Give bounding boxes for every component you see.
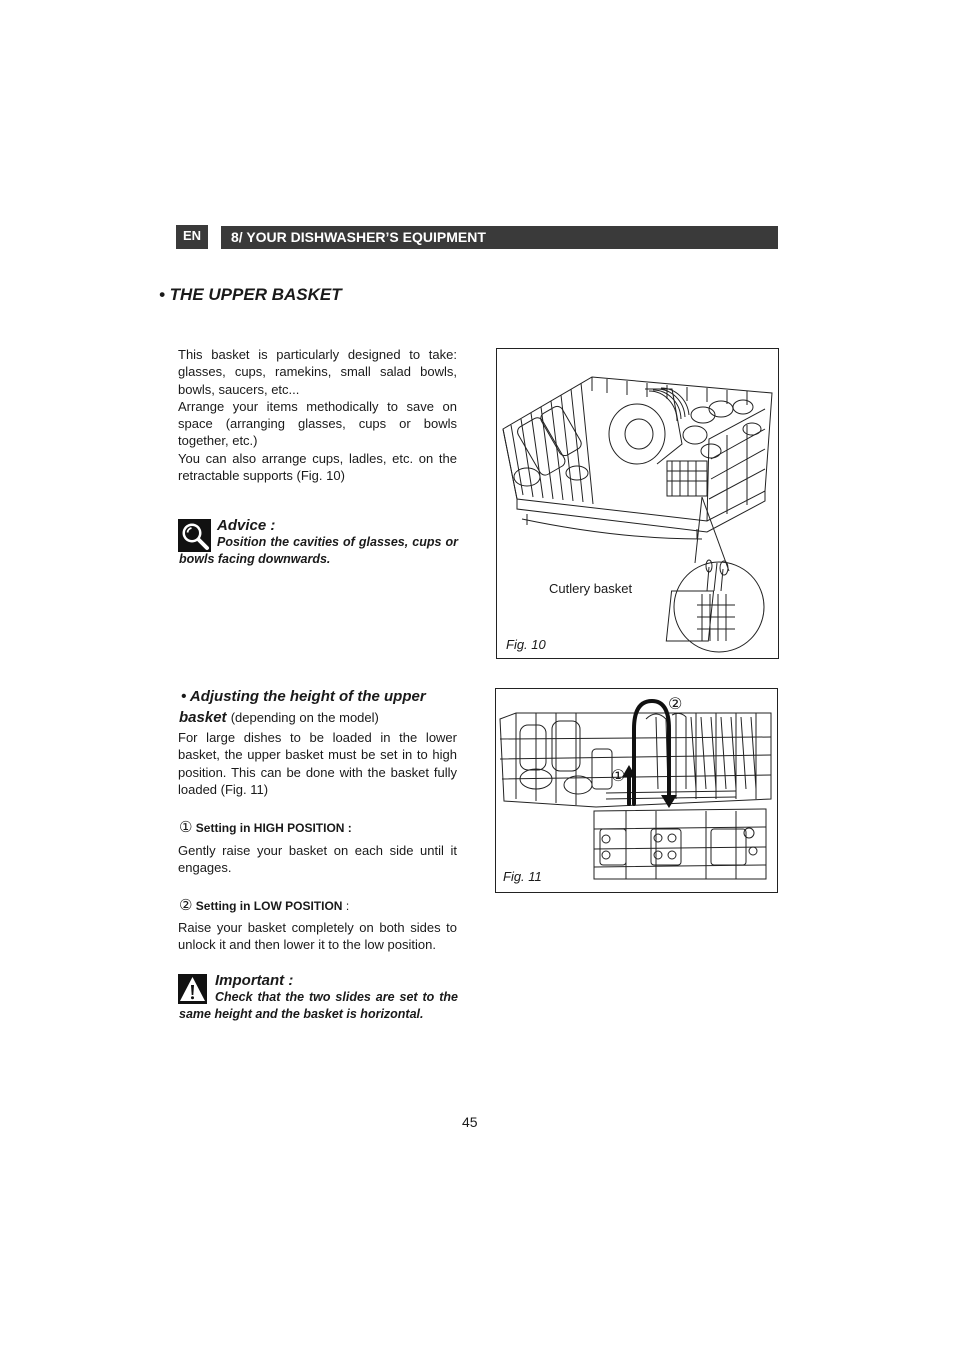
step-2-marker: ② — [179, 897, 193, 914]
figure-10-box — [496, 348, 779, 659]
advice-title: Advice : — [217, 517, 276, 534]
page-title: • THE UPPER BASKET — [159, 285, 342, 304]
figure-11-label: Fig. 11 — [503, 869, 542, 884]
low-position-colon: : — [345, 899, 350, 913]
intro-text — [178, 346, 457, 484]
intro-paragraph: Arrange your items methodically to save on space (arranging glasses, cups or bowls together, etc.) — [178, 398, 457, 449]
adjust-height-title-line2 — [179, 709, 379, 726]
adjust-height-body: For large dishes to be loaded in the lower basket, the upper basket must be set in to high position. This can be done with the basket fully loaded (Fig. 11) — [178, 730, 457, 797]
high-position-body: Gently raise your basket on each side until it engages. — [178, 843, 457, 876]
basket-height-illustration — [496, 689, 777, 892]
figure-11-box — [495, 688, 778, 893]
high-position-heading — [179, 818, 352, 836]
high-position-label: Setting in HIGH POSITION : — [195, 821, 352, 835]
adjust-height-title-word: basket — [179, 709, 227, 726]
advice-body: Position the cavities of glasses, cups or bowls facing downwards. — [179, 535, 458, 566]
low-position-body: Raise your basket completely on both sides to unlock it and then lower it to the low position. — [178, 920, 457, 953]
low-position-label: Setting in LOW POSITION — [195, 899, 343, 913]
language-badge: EN — [176, 225, 208, 249]
model-note: (depending on the model) — [230, 710, 379, 725]
important-title: Important : — [215, 972, 294, 989]
upper-basket-illustration — [497, 349, 778, 658]
step-1-marker: ① — [611, 768, 626, 785]
page-number: 45 — [462, 1114, 478, 1130]
step-1-marker: ① — [179, 819, 193, 836]
low-position-heading — [179, 896, 349, 914]
section-header-bar: 8/ YOUR DISHWASHER’S EQUIPMENT — [221, 226, 778, 249]
adjust-height-title: • Adjusting the height of the upper — [181, 688, 426, 705]
intro-paragraph: You can also arrange cups, ladles, etc. on the retractable supports (Fig. 10) — [178, 450, 457, 484]
cutlery-basket-callout: Cutlery basket — [549, 581, 633, 596]
step-2-marker: ② — [668, 696, 683, 713]
important-body: Check that the two slides are set to the same height and the basket is horizontal. — [179, 990, 458, 1021]
figure-10-label: Fig. 10 — [506, 637, 546, 652]
intro-paragraph: This basket is particularly designed to take: glasses, cups, ramekins, small salad bowls, bowls, saucers, etc... — [178, 347, 457, 397]
